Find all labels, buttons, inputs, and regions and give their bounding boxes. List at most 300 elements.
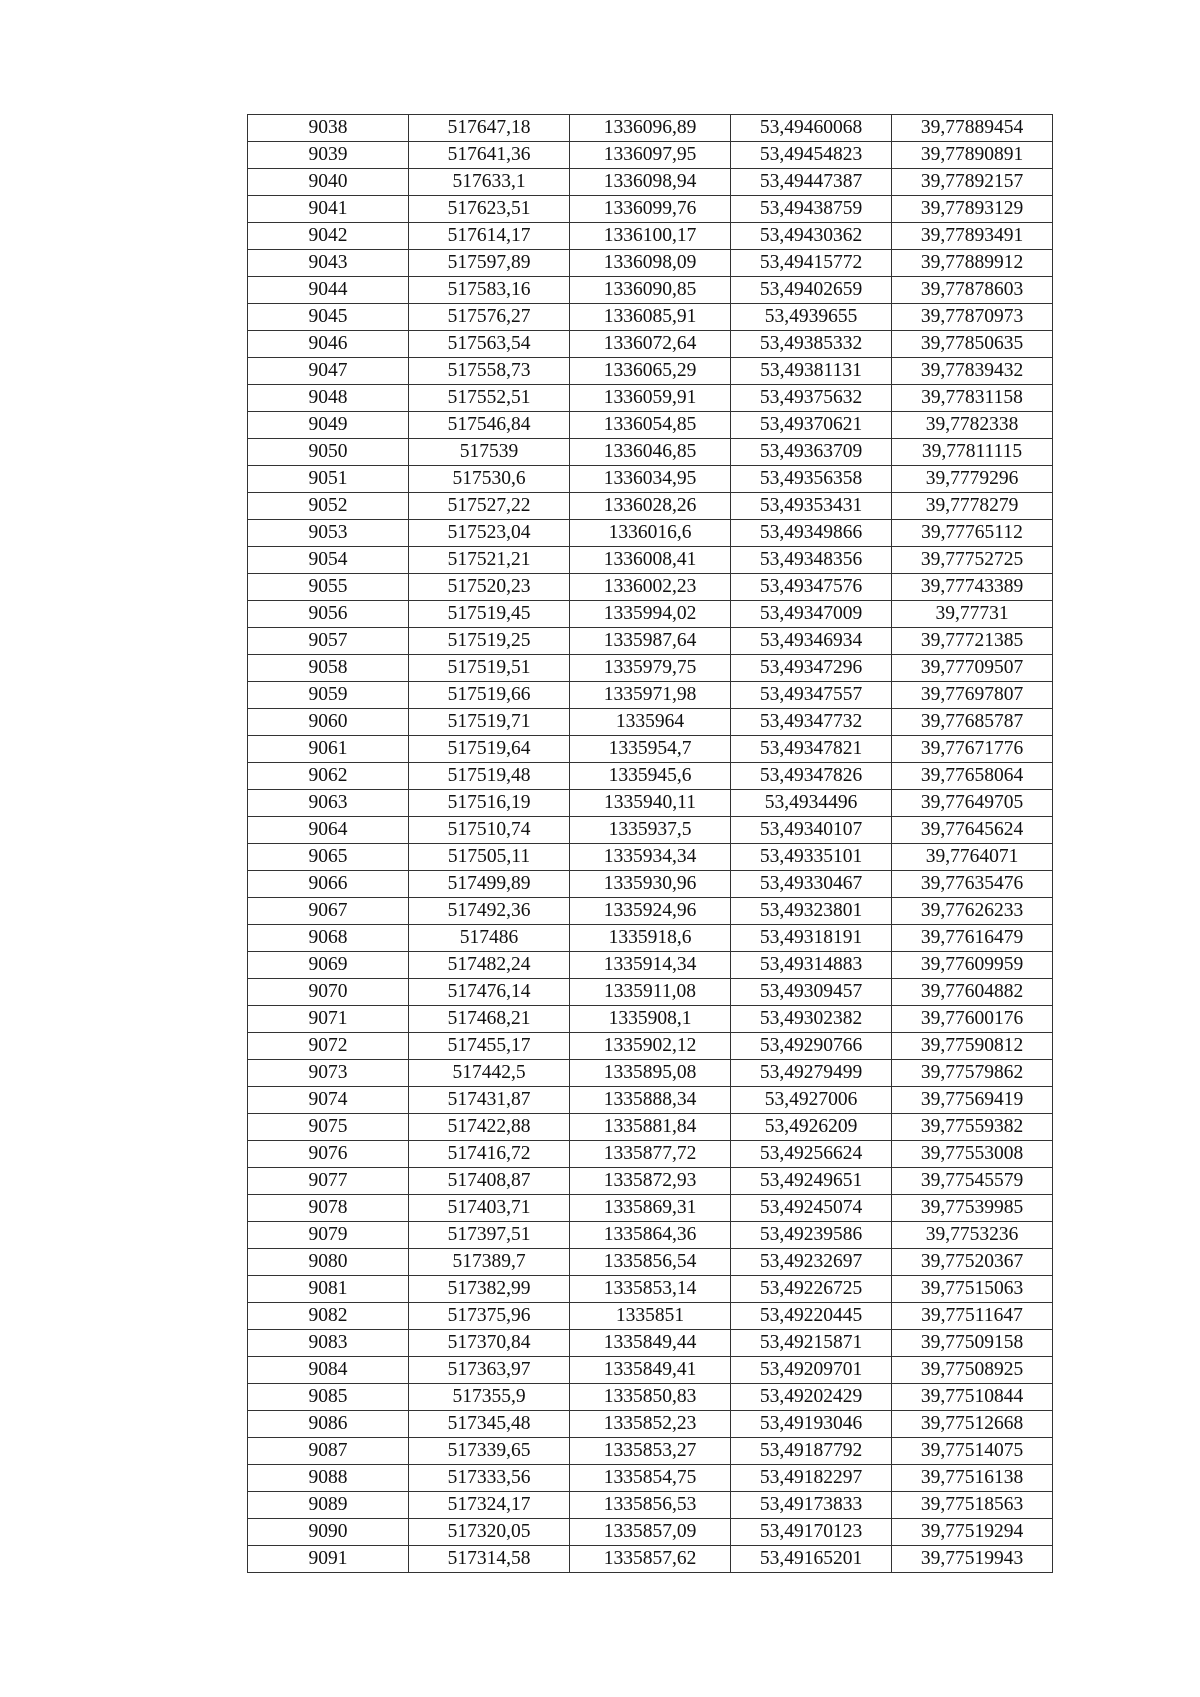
- x-coordinate-cell: 517641,36: [409, 142, 570, 169]
- x-coordinate-cell: 517422,88: [409, 1114, 570, 1141]
- latitude-cell: 53,49353431: [731, 493, 892, 520]
- y-coordinate-cell: 1336065,29: [570, 358, 731, 385]
- table-row: [248, 709, 1053, 736]
- longitude-cell: 39,77709507: [892, 655, 1053, 682]
- x-coordinate-cell: 517389,7: [409, 1249, 570, 1276]
- latitude-cell: 53,49347576: [731, 574, 892, 601]
- y-coordinate-cell: 1336072,64: [570, 331, 731, 358]
- x-coordinate-cell: 517403,71: [409, 1195, 570, 1222]
- latitude-cell: 53,49173833: [731, 1492, 892, 1519]
- table-row: [248, 1249, 1053, 1276]
- table-row: [248, 304, 1053, 331]
- y-coordinate-cell: 1335987,64: [570, 628, 731, 655]
- latitude-cell: 53,49347009: [731, 601, 892, 628]
- point-number-cell: 9079: [248, 1222, 409, 1249]
- y-coordinate-cell: 1335850,83: [570, 1384, 731, 1411]
- x-coordinate-cell: 517519,45: [409, 601, 570, 628]
- x-coordinate-cell: 517505,11: [409, 844, 570, 871]
- longitude-cell: 39,77850635: [892, 331, 1053, 358]
- y-coordinate-cell: 1335908,1: [570, 1006, 731, 1033]
- x-coordinate-cell: 517633,1: [409, 169, 570, 196]
- table-row: [248, 115, 1053, 142]
- longitude-cell: 39,77626233: [892, 898, 1053, 925]
- y-coordinate-cell: 1336054,85: [570, 412, 731, 439]
- latitude-cell: 53,49347557: [731, 682, 892, 709]
- x-coordinate-cell: 517486: [409, 925, 570, 952]
- x-coordinate-cell: 517375,96: [409, 1303, 570, 1330]
- point-number-cell: 9059: [248, 682, 409, 709]
- longitude-cell: 39,77893129: [892, 196, 1053, 223]
- y-coordinate-cell: 1335888,34: [570, 1087, 731, 1114]
- x-coordinate-cell: 517519,25: [409, 628, 570, 655]
- point-number-cell: 9083: [248, 1330, 409, 1357]
- latitude-cell: 53,49249651: [731, 1168, 892, 1195]
- point-number-cell: 9047: [248, 358, 409, 385]
- coordinates-table: [247, 114, 1053, 1573]
- latitude-cell: 53,49415772: [731, 250, 892, 277]
- y-coordinate-cell: 1335854,75: [570, 1465, 731, 1492]
- table-row: [248, 628, 1053, 655]
- table-row: [248, 1276, 1053, 1303]
- table-row: [248, 1357, 1053, 1384]
- x-coordinate-cell: 517539: [409, 439, 570, 466]
- longitude-cell: 39,77516138: [892, 1465, 1053, 1492]
- x-coordinate-cell: 517397,51: [409, 1222, 570, 1249]
- y-coordinate-cell: 1336098,94: [570, 169, 731, 196]
- longitude-cell: 39,77609959: [892, 952, 1053, 979]
- table-row: [248, 1492, 1053, 1519]
- y-coordinate-cell: 1336099,76: [570, 196, 731, 223]
- point-number-cell: 9066: [248, 871, 409, 898]
- latitude-cell: 53,49209701: [731, 1357, 892, 1384]
- point-number-cell: 9088: [248, 1465, 409, 1492]
- x-coordinate-cell: 517519,51: [409, 655, 570, 682]
- y-coordinate-cell: 1335930,96: [570, 871, 731, 898]
- longitude-cell: 39,7782338: [892, 412, 1053, 439]
- x-coordinate-cell: 517370,84: [409, 1330, 570, 1357]
- x-coordinate-cell: 517416,72: [409, 1141, 570, 1168]
- table-row: [248, 790, 1053, 817]
- table-row: [248, 736, 1053, 763]
- x-coordinate-cell: 517519,48: [409, 763, 570, 790]
- y-coordinate-cell: 1336098,09: [570, 250, 731, 277]
- x-coordinate-cell: 517519,66: [409, 682, 570, 709]
- y-coordinate-cell: 1335857,09: [570, 1519, 731, 1546]
- point-number-cell: 9069: [248, 952, 409, 979]
- latitude-cell: 53,49170123: [731, 1519, 892, 1546]
- latitude-cell: 53,49370621: [731, 412, 892, 439]
- latitude-cell: 53,49460068: [731, 115, 892, 142]
- table-row: [248, 655, 1053, 682]
- longitude-cell: 39,77743389: [892, 574, 1053, 601]
- table-row: [248, 169, 1053, 196]
- table-row: [248, 385, 1053, 412]
- point-number-cell: 9084: [248, 1357, 409, 1384]
- table-row: [248, 1222, 1053, 1249]
- latitude-cell: 53,49375632: [731, 385, 892, 412]
- point-number-cell: 9062: [248, 763, 409, 790]
- table-row: [248, 1033, 1053, 1060]
- point-number-cell: 9043: [248, 250, 409, 277]
- latitude-cell: 53,4927006: [731, 1087, 892, 1114]
- y-coordinate-cell: 1335918,6: [570, 925, 731, 952]
- longitude-cell: 39,77889912: [892, 250, 1053, 277]
- x-coordinate-cell: 517523,04: [409, 520, 570, 547]
- x-coordinate-cell: 517442,5: [409, 1060, 570, 1087]
- table-row: [248, 601, 1053, 628]
- point-number-cell: 9038: [248, 115, 409, 142]
- point-number-cell: 9091: [248, 1546, 409, 1573]
- longitude-cell: 39,77520367: [892, 1249, 1053, 1276]
- latitude-cell: 53,49215871: [731, 1330, 892, 1357]
- y-coordinate-cell: 1335864,36: [570, 1222, 731, 1249]
- table-row: [248, 142, 1053, 169]
- point-number-cell: 9057: [248, 628, 409, 655]
- longitude-cell: 39,77600176: [892, 1006, 1053, 1033]
- longitude-cell: 39,77514075: [892, 1438, 1053, 1465]
- x-coordinate-cell: 517468,21: [409, 1006, 570, 1033]
- point-number-cell: 9065: [248, 844, 409, 871]
- x-coordinate-cell: 517519,64: [409, 736, 570, 763]
- point-number-cell: 9046: [248, 331, 409, 358]
- longitude-cell: 39,77616479: [892, 925, 1053, 952]
- longitude-cell: 39,77559382: [892, 1114, 1053, 1141]
- x-coordinate-cell: 517333,56: [409, 1465, 570, 1492]
- point-number-cell: 9051: [248, 466, 409, 493]
- y-coordinate-cell: 1335924,96: [570, 898, 731, 925]
- table-row: [248, 1087, 1053, 1114]
- x-coordinate-cell: 517576,27: [409, 304, 570, 331]
- longitude-cell: 39,77553008: [892, 1141, 1053, 1168]
- x-coordinate-cell: 517521,21: [409, 547, 570, 574]
- latitude-cell: 53,49182297: [731, 1465, 892, 1492]
- table-row: [248, 1006, 1053, 1033]
- point-number-cell: 9073: [248, 1060, 409, 1087]
- point-number-cell: 9070: [248, 979, 409, 1006]
- table-row: [248, 520, 1053, 547]
- y-coordinate-cell: 1336059,91: [570, 385, 731, 412]
- table-row: [248, 1141, 1053, 1168]
- table-row: [248, 1168, 1053, 1195]
- y-coordinate-cell: 1335971,98: [570, 682, 731, 709]
- latitude-cell: 53,49187792: [731, 1438, 892, 1465]
- y-coordinate-cell: 1335857,62: [570, 1546, 731, 1573]
- point-number-cell: 9054: [248, 547, 409, 574]
- latitude-cell: 53,49314883: [731, 952, 892, 979]
- latitude-cell: 53,4934496: [731, 790, 892, 817]
- point-number-cell: 9058: [248, 655, 409, 682]
- point-number-cell: 9085: [248, 1384, 409, 1411]
- y-coordinate-cell: 1335979,75: [570, 655, 731, 682]
- longitude-cell: 39,7753236: [892, 1222, 1053, 1249]
- y-coordinate-cell: 1335849,44: [570, 1330, 731, 1357]
- longitude-cell: 39,77645624: [892, 817, 1053, 844]
- y-coordinate-cell: 1335902,12: [570, 1033, 731, 1060]
- point-number-cell: 9064: [248, 817, 409, 844]
- point-number-cell: 9089: [248, 1492, 409, 1519]
- latitude-cell: 53,49381131: [731, 358, 892, 385]
- y-coordinate-cell: 1335872,93: [570, 1168, 731, 1195]
- longitude-cell: 39,77831158: [892, 385, 1053, 412]
- point-number-cell: 9068: [248, 925, 409, 952]
- coordinates-table-body: [248, 115, 1053, 1573]
- y-coordinate-cell: 1335856,54: [570, 1249, 731, 1276]
- longitude-cell: 39,77545579: [892, 1168, 1053, 1195]
- y-coordinate-cell: 1336100,17: [570, 223, 731, 250]
- longitude-cell: 39,77511647: [892, 1303, 1053, 1330]
- latitude-cell: 53,49430362: [731, 223, 892, 250]
- x-coordinate-cell: 517527,22: [409, 493, 570, 520]
- longitude-cell: 39,77539985: [892, 1195, 1053, 1222]
- longitude-cell: 39,77519294: [892, 1519, 1053, 1546]
- table-row: [248, 1060, 1053, 1087]
- y-coordinate-cell: 1335853,14: [570, 1276, 731, 1303]
- latitude-cell: 53,49330467: [731, 871, 892, 898]
- point-number-cell: 9042: [248, 223, 409, 250]
- y-coordinate-cell: 1335937,5: [570, 817, 731, 844]
- latitude-cell: 53,49340107: [731, 817, 892, 844]
- x-coordinate-cell: 517552,51: [409, 385, 570, 412]
- table-row: [248, 844, 1053, 871]
- y-coordinate-cell: 1335964: [570, 709, 731, 736]
- latitude-cell: 53,49347732: [731, 709, 892, 736]
- point-number-cell: 9074: [248, 1087, 409, 1114]
- longitude-cell: 39,7778279: [892, 493, 1053, 520]
- latitude-cell: 53,49347296: [731, 655, 892, 682]
- x-coordinate-cell: 517382,99: [409, 1276, 570, 1303]
- x-coordinate-cell: 517530,6: [409, 466, 570, 493]
- latitude-cell: 53,4939655: [731, 304, 892, 331]
- table-row: [248, 547, 1053, 574]
- latitude-cell: 53,49220445: [731, 1303, 892, 1330]
- table-row: [248, 1465, 1053, 1492]
- x-coordinate-cell: 517324,17: [409, 1492, 570, 1519]
- table-row: [248, 574, 1053, 601]
- x-coordinate-cell: 517345,48: [409, 1411, 570, 1438]
- longitude-cell: 39,7764071: [892, 844, 1053, 871]
- longitude-cell: 39,77893491: [892, 223, 1053, 250]
- point-number-cell: 9041: [248, 196, 409, 223]
- x-coordinate-cell: 517355,9: [409, 1384, 570, 1411]
- table-row: [248, 1519, 1053, 1546]
- table-row: [248, 331, 1053, 358]
- latitude-cell: 53,49348356: [731, 547, 892, 574]
- table-row: [248, 439, 1053, 466]
- y-coordinate-cell: 1336034,95: [570, 466, 731, 493]
- y-coordinate-cell: 1335877,72: [570, 1141, 731, 1168]
- latitude-cell: 53,49232697: [731, 1249, 892, 1276]
- point-number-cell: 9052: [248, 493, 409, 520]
- longitude-cell: 39,77509158: [892, 1330, 1053, 1357]
- y-coordinate-cell: 1335853,27: [570, 1438, 731, 1465]
- latitude-cell: 53,49385332: [731, 331, 892, 358]
- x-coordinate-cell: 517519,71: [409, 709, 570, 736]
- x-coordinate-cell: 517482,24: [409, 952, 570, 979]
- point-number-cell: 9086: [248, 1411, 409, 1438]
- longitude-cell: 39,77515063: [892, 1276, 1053, 1303]
- latitude-cell: 53,49335101: [731, 844, 892, 871]
- longitude-cell: 39,77510844: [892, 1384, 1053, 1411]
- x-coordinate-cell: 517510,74: [409, 817, 570, 844]
- y-coordinate-cell: 1335849,41: [570, 1357, 731, 1384]
- point-number-cell: 9067: [248, 898, 409, 925]
- longitude-cell: 39,77649705: [892, 790, 1053, 817]
- latitude-cell: 53,49318191: [731, 925, 892, 952]
- latitude-cell: 53,49438759: [731, 196, 892, 223]
- table-row: [248, 1546, 1053, 1573]
- point-number-cell: 9077: [248, 1168, 409, 1195]
- latitude-cell: 53,49202429: [731, 1384, 892, 1411]
- point-number-cell: 9075: [248, 1114, 409, 1141]
- y-coordinate-cell: 1336002,23: [570, 574, 731, 601]
- y-coordinate-cell: 1336028,26: [570, 493, 731, 520]
- point-number-cell: 9082: [248, 1303, 409, 1330]
- latitude-cell: 53,49347821: [731, 736, 892, 763]
- longitude-cell: 39,77839432: [892, 358, 1053, 385]
- longitude-cell: 39,77604882: [892, 979, 1053, 1006]
- point-number-cell: 9087: [248, 1438, 409, 1465]
- latitude-cell: 53,49302382: [731, 1006, 892, 1033]
- latitude-cell: 53,49363709: [731, 439, 892, 466]
- table-row: [248, 979, 1053, 1006]
- longitude-cell: 39,77508925: [892, 1357, 1053, 1384]
- y-coordinate-cell: 1335856,53: [570, 1492, 731, 1519]
- table-row: [248, 871, 1053, 898]
- latitude-cell: 53,49347826: [731, 763, 892, 790]
- y-coordinate-cell: 1335869,31: [570, 1195, 731, 1222]
- longitude-cell: 39,77685787: [892, 709, 1053, 736]
- point-number-cell: 9090: [248, 1519, 409, 1546]
- longitude-cell: 39,77892157: [892, 169, 1053, 196]
- x-coordinate-cell: 517455,17: [409, 1033, 570, 1060]
- longitude-cell: 39,77697807: [892, 682, 1053, 709]
- x-coordinate-cell: 517647,18: [409, 115, 570, 142]
- x-coordinate-cell: 517563,54: [409, 331, 570, 358]
- point-number-cell: 9053: [248, 520, 409, 547]
- y-coordinate-cell: 1336096,89: [570, 115, 731, 142]
- longitude-cell: 39,77590812: [892, 1033, 1053, 1060]
- latitude-cell: 53,49402659: [731, 277, 892, 304]
- point-number-cell: 9071: [248, 1006, 409, 1033]
- longitude-cell: 39,77811115: [892, 439, 1053, 466]
- table-row: [248, 1114, 1053, 1141]
- x-coordinate-cell: 517516,19: [409, 790, 570, 817]
- y-coordinate-cell: 1335911,08: [570, 979, 731, 1006]
- y-coordinate-cell: 1335852,23: [570, 1411, 731, 1438]
- x-coordinate-cell: 517339,65: [409, 1438, 570, 1465]
- latitude-cell: 53,4926209: [731, 1114, 892, 1141]
- table-row: [248, 493, 1053, 520]
- x-coordinate-cell: 517492,36: [409, 898, 570, 925]
- latitude-cell: 53,49165201: [731, 1546, 892, 1573]
- longitude-cell: 39,77658064: [892, 763, 1053, 790]
- table-row: [248, 925, 1053, 952]
- y-coordinate-cell: 1335895,08: [570, 1060, 731, 1087]
- longitude-cell: 39,77512668: [892, 1411, 1053, 1438]
- longitude-cell: 39,77731: [892, 601, 1053, 628]
- longitude-cell: 39,77671776: [892, 736, 1053, 763]
- table-row: [248, 277, 1053, 304]
- longitude-cell: 39,77752725: [892, 547, 1053, 574]
- longitude-cell: 39,77889454: [892, 115, 1053, 142]
- y-coordinate-cell: 1336008,41: [570, 547, 731, 574]
- point-number-cell: 9050: [248, 439, 409, 466]
- table-row: [248, 1330, 1053, 1357]
- latitude-cell: 53,49356358: [731, 466, 892, 493]
- y-coordinate-cell: 1335851: [570, 1303, 731, 1330]
- x-coordinate-cell: 517314,58: [409, 1546, 570, 1573]
- y-coordinate-cell: 1336090,85: [570, 277, 731, 304]
- x-coordinate-cell: 517320,05: [409, 1519, 570, 1546]
- x-coordinate-cell: 517363,97: [409, 1357, 570, 1384]
- y-coordinate-cell: 1335954,7: [570, 736, 731, 763]
- table-row: [248, 1384, 1053, 1411]
- x-coordinate-cell: 517614,17: [409, 223, 570, 250]
- longitude-cell: 39,77878603: [892, 277, 1053, 304]
- point-number-cell: 9045: [248, 304, 409, 331]
- latitude-cell: 53,49309457: [731, 979, 892, 1006]
- latitude-cell: 53,49323801: [731, 898, 892, 925]
- latitude-cell: 53,49226725: [731, 1276, 892, 1303]
- latitude-cell: 53,49447387: [731, 169, 892, 196]
- table-row: [248, 412, 1053, 439]
- table-row: [248, 196, 1053, 223]
- longitude-cell: 39,77518563: [892, 1492, 1053, 1519]
- point-number-cell: 9044: [248, 277, 409, 304]
- table-row: [248, 1411, 1053, 1438]
- table-row: [248, 817, 1053, 844]
- table-row: [248, 250, 1053, 277]
- table-row: [248, 1303, 1053, 1330]
- point-number-cell: 9061: [248, 736, 409, 763]
- x-coordinate-cell: 517546,84: [409, 412, 570, 439]
- latitude-cell: 53,49245074: [731, 1195, 892, 1222]
- point-number-cell: 9080: [248, 1249, 409, 1276]
- latitude-cell: 53,49290766: [731, 1033, 892, 1060]
- x-coordinate-cell: 517597,89: [409, 250, 570, 277]
- x-coordinate-cell: 517520,23: [409, 574, 570, 601]
- point-number-cell: 9039: [248, 142, 409, 169]
- table-row: [248, 466, 1053, 493]
- y-coordinate-cell: 1336046,85: [570, 439, 731, 466]
- longitude-cell: 39,77870973: [892, 304, 1053, 331]
- table-row: [248, 898, 1053, 925]
- y-coordinate-cell: 1335914,34: [570, 952, 731, 979]
- table-row: [248, 952, 1053, 979]
- latitude-cell: 53,49256624: [731, 1141, 892, 1168]
- point-number-cell: 9063: [248, 790, 409, 817]
- longitude-cell: 39,77890891: [892, 142, 1053, 169]
- latitude-cell: 53,49454823: [731, 142, 892, 169]
- y-coordinate-cell: 1335994,02: [570, 601, 731, 628]
- x-coordinate-cell: 517499,89: [409, 871, 570, 898]
- y-coordinate-cell: 1335934,34: [570, 844, 731, 871]
- latitude-cell: 53,49349866: [731, 520, 892, 547]
- y-coordinate-cell: 1335945,6: [570, 763, 731, 790]
- latitude-cell: 53,49279499: [731, 1060, 892, 1087]
- x-coordinate-cell: 517558,73: [409, 358, 570, 385]
- point-number-cell: 9048: [248, 385, 409, 412]
- longitude-cell: 39,7779296: [892, 466, 1053, 493]
- point-number-cell: 9081: [248, 1276, 409, 1303]
- longitude-cell: 39,77519943: [892, 1546, 1053, 1573]
- point-number-cell: 9078: [248, 1195, 409, 1222]
- table-row: [248, 1438, 1053, 1465]
- table-row: [248, 682, 1053, 709]
- y-coordinate-cell: 1335881,84: [570, 1114, 731, 1141]
- point-number-cell: 9056: [248, 601, 409, 628]
- longitude-cell: 39,77579862: [892, 1060, 1053, 1087]
